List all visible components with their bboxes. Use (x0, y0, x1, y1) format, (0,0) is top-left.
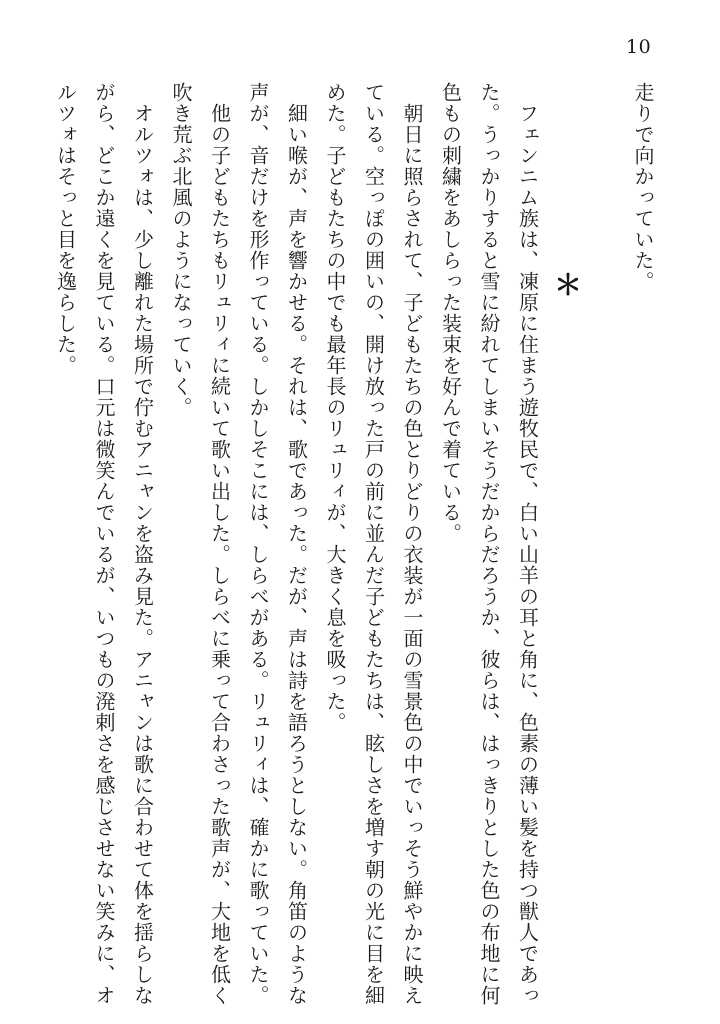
text-line: 他の子どもたちもリュリィに続いて歌い出した。しらべに乗って合わさった歌声が、大地を低く (207, 82, 232, 1006)
page-number: 10 (626, 36, 652, 58)
text-line: 吹き荒ぶ北風のようになっていく。 (169, 82, 193, 418)
text-line: ルツォはそっと目を逸らした。 (53, 82, 78, 376)
text-line: た。うっかりすると雪に紛れてしまいそうだからだろうか、彼らは、はっきりとした色の布地に何 (477, 82, 501, 1006)
text-line: ている。空っぽの囲いの、開け放った戸の前に並んだ子どもたちは、眩しさを増す朝の光に目を細 (361, 82, 386, 1006)
section-break-mark: ＊ (550, 270, 583, 299)
text-line: 走りで向かっていた。 (631, 82, 655, 292)
text-line: フェンニム族は、凍原に住まう遊牧民で、白い山羊の耳と角に、色素の薄い髪を持つ獣人であっ (515, 82, 540, 1006)
body-text (46, 82, 662, 1006)
text-line: 朝日に照らされて、子どもたちの色とりどりの衣装が一面の雪景色の中でいっそう鮮やかに映え (400, 82, 424, 1006)
text-line: 細い喉が、声を響かせる。それは、歌であった。だが、声は詩を語ろうとしない。角笛のような (284, 82, 309, 1006)
blank-line (585, 82, 624, 964)
text-line: 声が、音だけを形作っている。しかしそこには、しらべがある。リュリィは、確かに歌っていた。 (246, 82, 270, 1006)
text-line: めた。子どもたちの中でも最年長のリュリィが、大きく息を吸った。 (323, 82, 347, 733)
text-line: がら、どこか遠くを見ている。口元は微笑んでいるが、いつもの溌剌さを感じさせない笑みに、オ (92, 82, 116, 1006)
text-line: オルツォは、少し離れた場所で佇むアニャンを盗み見た。アニャンは歌に合わせて体を揺らしな (130, 82, 155, 1006)
text-line: 色もの刺繍をあしらった装束を好んで着ている。 (438, 82, 463, 544)
